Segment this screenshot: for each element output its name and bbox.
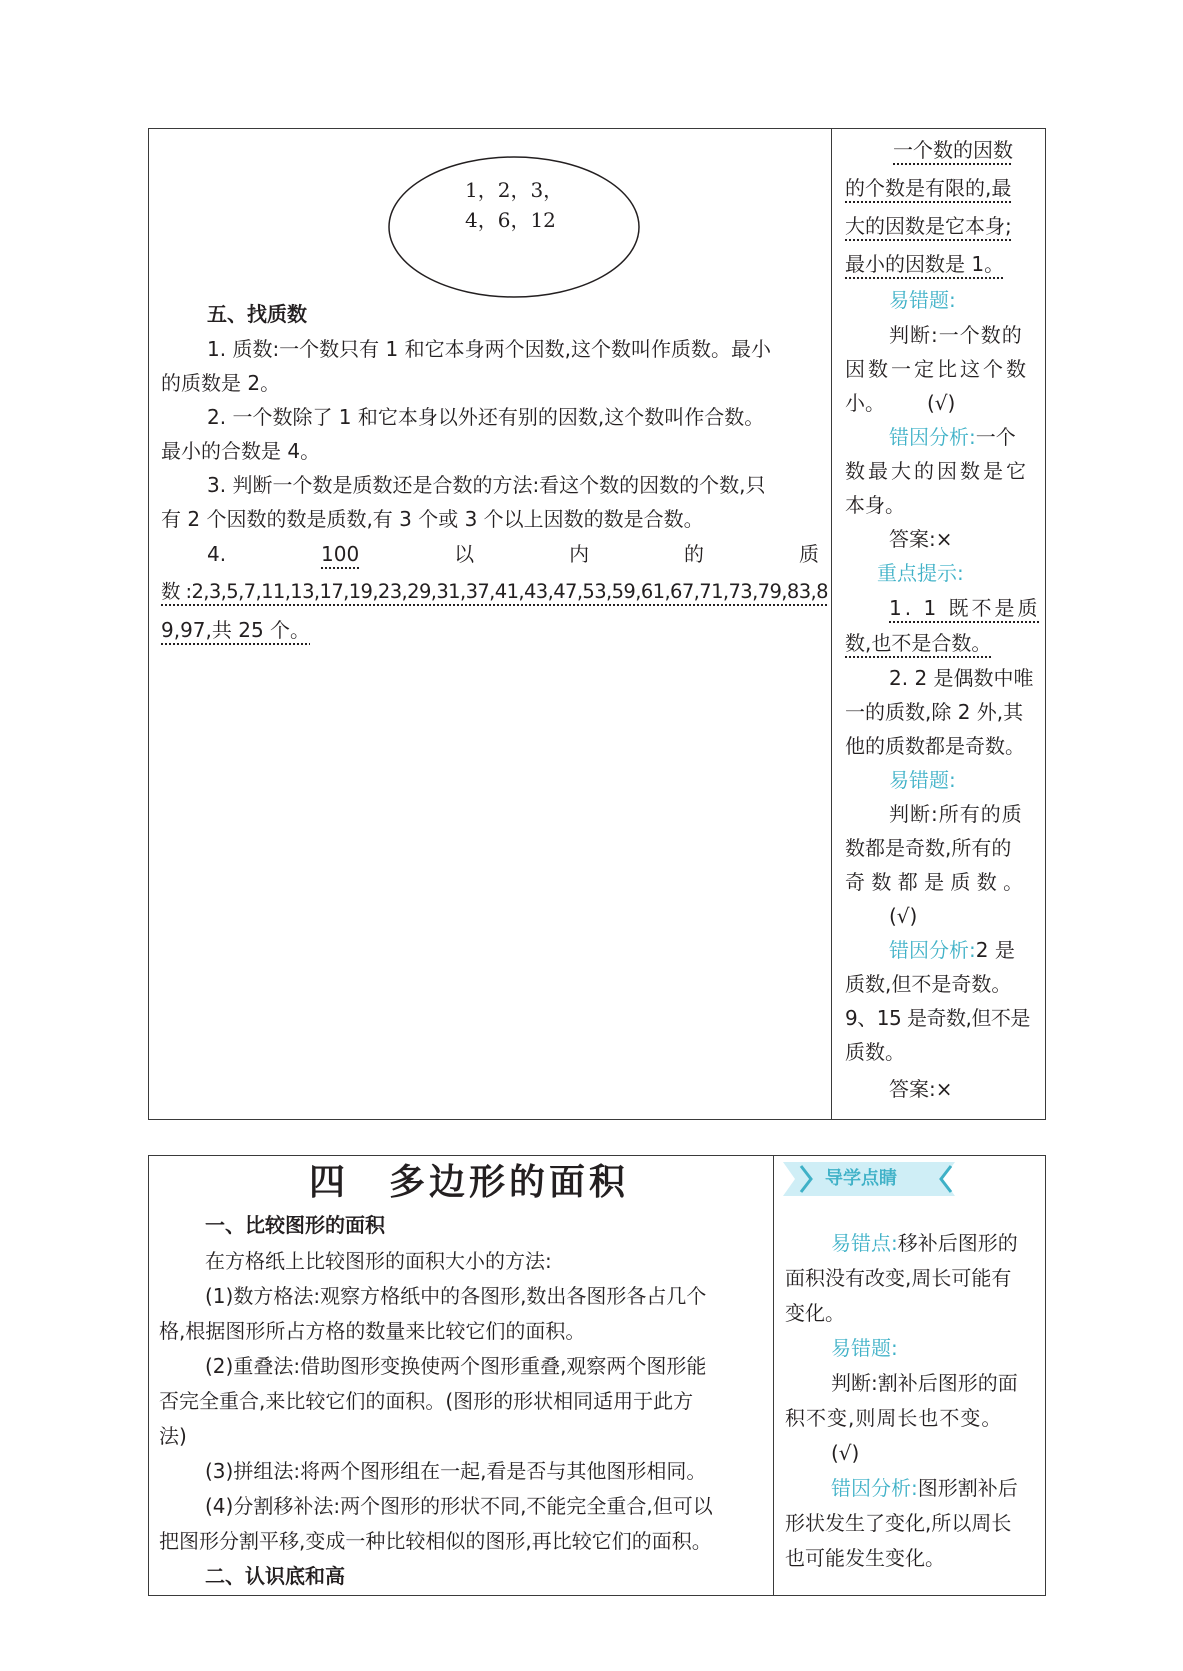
side1-key-label: 重点提示: xyxy=(877,561,964,585)
side1-answer-2: 答案:× xyxy=(889,1077,953,1101)
banner-title: 导学点睛 xyxy=(825,1168,897,1189)
side1-analysis-line-1 xyxy=(889,420,1016,454)
side1-analysis-line-2: 数最大的因数是它 xyxy=(845,459,1029,483)
side1-mistake-label: 易错题: xyxy=(889,288,956,312)
side1-analysis-line-3: 本身。 xyxy=(845,493,905,517)
side1-key-2-line-3: 他的质数都是奇数。 xyxy=(845,734,1025,758)
p4-line-1 xyxy=(207,537,819,571)
side1-analysis2-line-3: 9、15 是奇数,但不是 xyxy=(845,1006,1030,1030)
side1-mistake2-line-1: 判断:所有的质 xyxy=(889,802,1023,826)
method-2-line-1: (2)重叠法:借助图形变换使两个图形重叠,观察两个图形能 xyxy=(205,1354,707,1378)
p4-word: 以 xyxy=(454,542,475,566)
p1-line-2: 的质数是 2。 xyxy=(161,371,281,395)
p1-line-1: 1. 质数:一个数只有 1 和它本身两个因数,这个数叫作质数。最小 xyxy=(207,337,771,361)
side1-analysis2-label: 错因分析: xyxy=(889,938,976,962)
side2-point-line-3: 变化。 xyxy=(785,1301,845,1325)
side1-mistake2-line-3: 奇 数 都 是 质 数 。 xyxy=(845,870,1024,894)
side1-answer-1: 答案:× xyxy=(889,527,953,551)
panel-2-divider xyxy=(773,1156,774,1595)
p2-line-2: 最小的合数是 4。 xyxy=(161,439,321,463)
method-4-line-2: 把图形分割平移,变成一种比较相似的图形,再比较它们的面积。 xyxy=(159,1529,712,1553)
side1-analysis-text: 一个 xyxy=(975,425,1016,449)
method-2-line-2: 否完全重合,来比较它们的面积。(图形的形状相同适用于此方 xyxy=(159,1389,694,1413)
side2-analysis-line-2: 形状发生了变化,所以周长 xyxy=(785,1511,1012,1535)
section-5-title: 五、找质数 xyxy=(207,302,307,326)
side1-mistake-line-2: 因数一定比这个数 xyxy=(845,357,1029,381)
side1-analysis2-line-1 xyxy=(889,933,1015,967)
method-2-line-3: 法) xyxy=(159,1424,187,1448)
ellipse-line-1: 1，2，3， xyxy=(465,178,564,202)
side2-analysis-line-1 xyxy=(831,1471,1018,1505)
side1-line-1: 一个数的因数 xyxy=(893,138,1013,162)
side2-point-text: 移补后图形的 xyxy=(897,1231,1018,1255)
side2-analysis-text: 图形割补后 xyxy=(917,1476,1018,1500)
side1-key-1-line-2: 数,也不是合数。 xyxy=(845,631,992,655)
p4-word: 内 xyxy=(569,542,590,566)
side1-analysis-label: 错因分析: xyxy=(889,425,976,449)
side1-mistake-mark: (√) xyxy=(927,391,956,415)
chapter-title: 四 多边形的面积 xyxy=(309,1162,630,1203)
side1-key-2-line-1: 2. 2 是偶数中唯 xyxy=(889,666,1034,690)
p4-word: 质 xyxy=(798,542,819,566)
method-3: (3)拼组法:将两个图形组在一起,看是否与其他图形相同。 xyxy=(205,1459,707,1483)
p4-line-3: 9,97,共 25 个。 xyxy=(161,618,311,642)
method-1-line-1: (1)数方格法:观察方格纸中的各图形,数出各图形各占几个 xyxy=(205,1284,707,1308)
p4-word: 4. xyxy=(207,542,227,566)
side1-mistake2-label: 易错题: xyxy=(889,768,956,792)
method-4-line-1: (4)分割移补法:两个图形的形状不同,不能完全重合,但可以 xyxy=(205,1494,713,1518)
side2-point-label: 易错点: xyxy=(831,1231,898,1255)
side2-point-line-2: 面积没有改变,周长可能有 xyxy=(785,1266,1012,1290)
intro-line: 在方格纸上比较图形的面积大小的方法: xyxy=(205,1249,552,1273)
side2-analysis-label: 错因分析: xyxy=(831,1476,918,1500)
side1-line-2: 的个数是有限的,最 xyxy=(845,176,1012,200)
side1-analysis2-line-2: 质数,但不是奇数。 xyxy=(845,972,1012,996)
side1-key-2-line-2: 一的质数,除 2 外,其 xyxy=(845,700,1024,724)
p4-word: 100 xyxy=(321,542,360,566)
section-1-title: 一、比较图形的面积 xyxy=(205,1213,385,1237)
side1-key-1-line-1: 1. 1 既不是质 xyxy=(889,596,1041,620)
side1-line-3: 大的因数是它本身; xyxy=(845,214,1012,238)
side2-analysis-line-3: 也可能发生变化。 xyxy=(785,1546,945,1570)
side2-mistake-label: 易错题: xyxy=(831,1336,898,1360)
p4-line-2: 数 :2,3,5,7,11,13,17,19,23,29,31,37,41,43,47,53,59,61,67,71,73,79,83,8 xyxy=(161,580,828,603)
side1-mistake-line-1: 判断:一个数的 xyxy=(889,323,1023,347)
panel-1-divider xyxy=(831,129,832,1119)
side1-mistake-line-3: 小。 xyxy=(845,391,885,415)
side2-mistake-line-1: 判断:割补后图形的面 xyxy=(831,1371,1018,1395)
method-1-line-2: 格,根据图形所占方格的数量来比较它们的面积。 xyxy=(159,1319,586,1343)
side1-analysis2-line-4: 质数。 xyxy=(845,1040,905,1064)
ellipse-line-2: 4，6，12 xyxy=(465,208,556,232)
side2-point-line-1 xyxy=(831,1226,1018,1260)
side1-analysis2-text: 2 是 xyxy=(975,938,1015,962)
side1-mistake2-line-2: 数都是奇数,所有的 xyxy=(845,836,1012,860)
p3-line-2: 有 2 个因数的数是质数,有 3 个或 3 个以上因数的数是合数。 xyxy=(161,507,704,531)
side1-line-4: 最小的因数是 1。 xyxy=(845,252,1005,276)
side1-mistake2-mark: (√) xyxy=(889,904,918,928)
panel-2-frame xyxy=(148,1155,1046,1596)
p3-line-1: 3. 判断一个数是质数还是合数的方法:看这个数的因数的个数,只 xyxy=(207,473,766,497)
panel-1-frame xyxy=(148,128,1046,1120)
p2-line-1: 2. 一个数除了 1 和它本身以外还有别的因数,这个数叫作合数。 xyxy=(207,405,765,429)
side2-mistake-line-2: 积不变,则周长也不变。 xyxy=(785,1406,1003,1430)
side2-mistake-mark: (√) xyxy=(831,1441,860,1465)
section-2-title: 二、认识底和高 xyxy=(205,1564,345,1588)
p4-word: 的 xyxy=(684,542,705,566)
